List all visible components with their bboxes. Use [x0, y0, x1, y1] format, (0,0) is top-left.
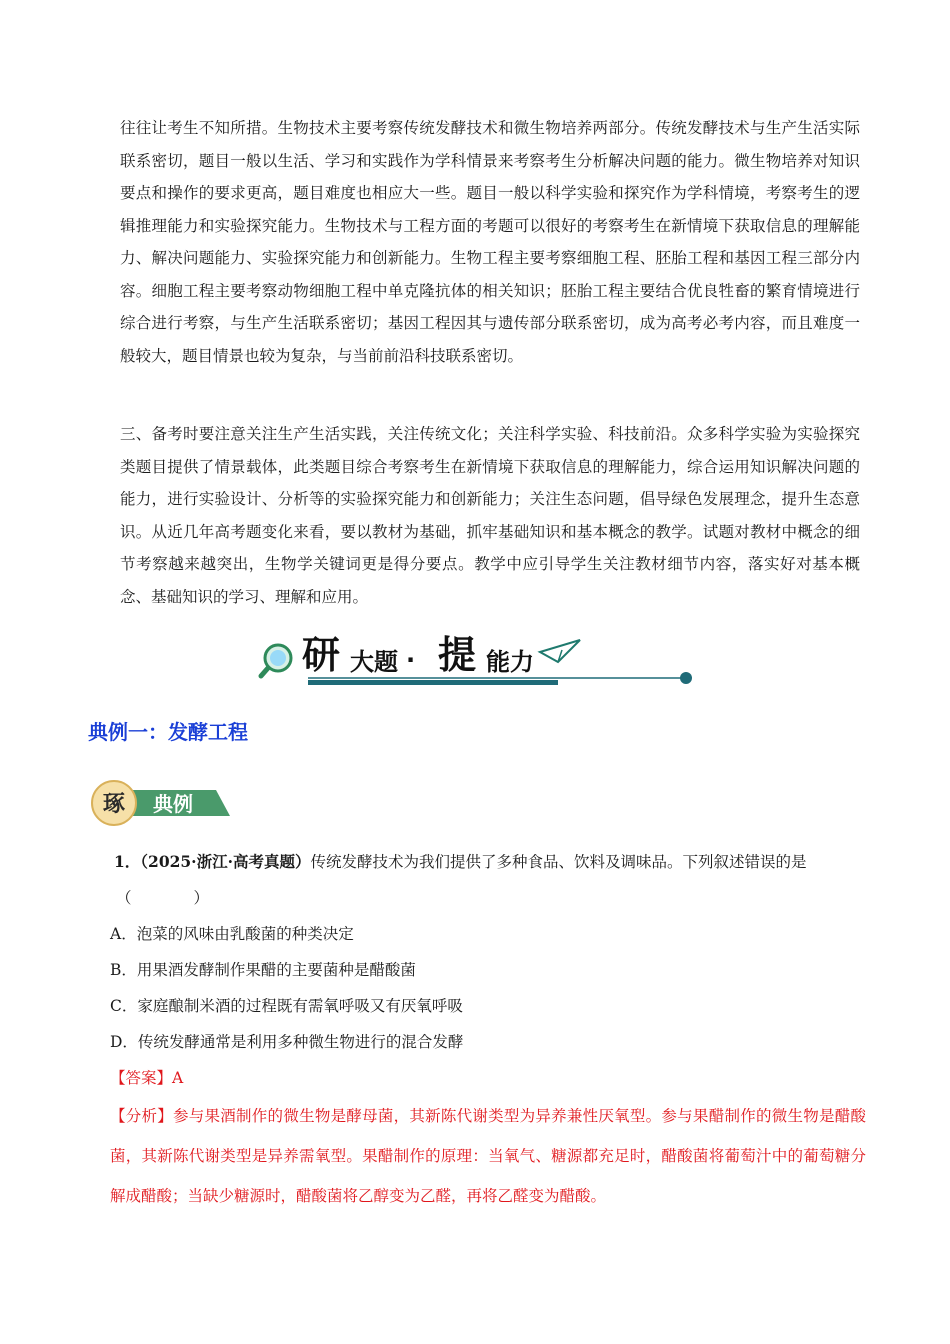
magnifier-icon [261, 645, 291, 676]
paper-plane-icon [540, 640, 580, 662]
option-b: B．用果酒发酵制作果醋的主要菌种是醋酸菌 [110, 961, 416, 979]
question-source: （2025·浙江·高考真题） [140, 852, 311, 871]
answer-label: 【答案】 [110, 1069, 173, 1087]
analysis-paragraph [110, 1096, 866, 1216]
analysis-label: 【分析】 [110, 1107, 174, 1125]
banner-char2: 提 [438, 632, 477, 677]
analysis-text: 参与果酒制作的微生物是酵母菌，其新陈代谢类型为异养兼性厌氧型。参与果醋制作的微生物是醋酸菌，其新陈代谢类型是异养需氧型。果醋制作的原理：当氧气、糖源都充足时，醋酸菌将葡萄汁中的葡萄糖分解成醋酸；当缺少糖源时，醋酸菌将乙醇变为乙醛，再将乙醛变为醋酸。 [110, 1107, 866, 1205]
section-banner [258, 628, 698, 690]
banner-char1: 研 [302, 632, 341, 677]
option-a: A．泡菜的风味由乳酸菌的种类决定 [110, 925, 354, 943]
badge-label: 典例 [153, 792, 193, 816]
section-title: 典例一：发酵工程 [88, 720, 248, 744]
option-d: D．传统发酵通常是利用多种微生物进行的混合发酵 [110, 1033, 464, 1051]
badge-char: 琢 [102, 791, 126, 817]
banner-dot: · [406, 646, 416, 674]
question-stem [114, 850, 807, 872]
answer-bracket: （ ） [116, 889, 210, 907]
answer-value: A [172, 1069, 184, 1087]
answer-line [110, 1066, 183, 1088]
banner-end-dot [680, 672, 692, 684]
banner-graphic [258, 628, 698, 690]
option-c: C．家庭酿制米酒的过程既有需氧呼吸又有厌氧呼吸 [110, 997, 463, 1015]
intro-paragraph-2: 三、备考时要注意关注生产生活实践，关注传统文化；关注科学实验、科技前沿。众多科学实验为实验探究类题目提供了情景载体，此类题目综合考察考生在新情境下获取信息的理解能力，综合运用知识解决问题的能力，进行实验设计、分析等的实验探究能力和创新能力；关注生态问题，倡导绿色发展理念，提升生态意识。从近几年高考题变化来看，要以教材为基础，抓牢基础知识和基本概念的教学。试题对教材中概念的细节考察越来越突出，生物学关键词更是得分要点。教学中应引导学生关注教材细节内容，落实好对基本概念、基础知识的学习、理解和应用。 [120, 425, 860, 606]
banner-text2: 能力 [486, 648, 534, 676]
banner-text1: 大题 [350, 648, 398, 676]
question-number: 1． [114, 852, 141, 871]
banner-underline-thick [308, 680, 558, 685]
example-badge [88, 776, 233, 830]
intro-paragraph-1: 往往让考生不知所措。生物技术主要考察传统发酵技术和微生物培养两部分。传统发酵技术与生产生活实际联系密切，题目一般以生活、学习和实践作为学科情景来考察考生分析解决问题的能力。微生物培养对知识要点和操作的要求更高，题目难度也相应大一些。题目一般以科学实验和探究作为学科情境，考察考生的逻辑推理能力和实验探究能力。生物技术与工程方面的考题可以很好的考察考生在新情境下获取信息的理解能力、解决问题能力、实验探究能力和创新能力。生物工程主要考察细胞工程、胚胎工程和基因工程三部分内容。细胞工程主要考察动物细胞工程中单克隆抗体的相关知识；胚胎工程主要结合优良牲畜的繁育情境进行综合进行考察，与生产生活联系密切；基因工程因其与遗传部分联系密切，成为高考必考内容，而且难度一般较大，题目情景也较为复杂，与当前前沿科技联系密切。 [120, 119, 860, 365]
question-text: 传统发酵技术为我们提供了多种食品、饮料及调味品。下列叙述错误的是 [310, 853, 807, 871]
